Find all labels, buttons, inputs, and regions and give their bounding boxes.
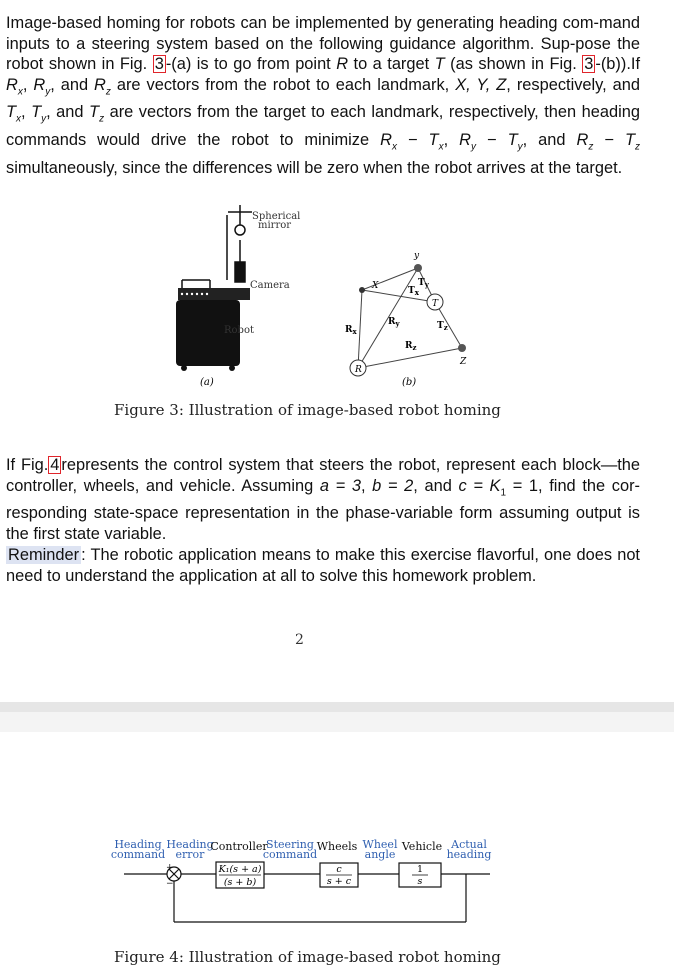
Tz-label: $T_z$ — [437, 321, 448, 332]
math-c: c = K — [458, 476, 501, 495]
controller-denominator: (s + b) — [223, 877, 257, 888]
minus-sign: − — [166, 879, 174, 889]
text: are vectors from the target to each landmark, respectively, then heading commands would drive the robot to minimize — [6, 103, 641, 150]
landmark-y — [414, 264, 422, 272]
math-Rx: $R_x$ — [6, 75, 23, 97]
Z-label: Z — [460, 357, 467, 367]
X-label: X — [372, 281, 379, 291]
R-node-label: R — [355, 365, 362, 375]
Rx-label: $R_x$ — [345, 325, 357, 336]
math-Ry: $R_y$ — [33, 75, 51, 97]
steering-command-label: Steering — [266, 838, 314, 851]
figure-3-caption: Figure 3: Illustration of image-based robot homing — [114, 401, 501, 419]
math-Tz: $T_z$ — [89, 103, 105, 125]
figure-3b-label: (b) — [402, 377, 417, 388]
robot-top — [178, 288, 250, 300]
text: , and — [50, 75, 95, 94]
T-node-label: T — [432, 299, 439, 309]
text: If Fig. — [6, 456, 49, 474]
math-Ty: $T_y$ — [31, 103, 47, 125]
text: represents the control system that steers the robot, represent each block—the controller, wheels, and vehicle. Assuming — [6, 456, 640, 495]
figure-4-caption: Figure 4: Illustration of image-based robot homing — [114, 948, 501, 966]
actual-heading-label: Actual — [451, 838, 487, 851]
text: are vectors from the robot to each landmark, — [110, 75, 456, 94]
reminder-paragraph — [6, 545, 640, 586]
block-diagram-lines — [124, 862, 490, 922]
spherical-mirror-label: Spherical — [252, 211, 301, 222]
controller-label: Controller — [210, 840, 268, 853]
wheels-denominator: s + c — [326, 876, 352, 887]
wheel-angle-label: Wheel — [362, 838, 398, 851]
plus-sign: + — [166, 863, 174, 873]
math-T: T — [434, 55, 445, 73]
wheels-label: Wheels — [316, 840, 358, 853]
math-xyz: X, Y, Z — [455, 75, 507, 94]
text: , find the cor-responding state-space representation in the phase-variable form assuming output is the first state variable. — [6, 476, 640, 543]
intro-paragraph: Image-based homing for robots can be implemented by generating heading com-mand inputs to a steering system based on the following guidance algorithm. Sup-pose the robot shown in Fig. 3 -(a) is to go from point R to a target T (as shown in Fig. 3 -(b)).If $R_x$, $R_y$, and $R_z$ are vectors from the robot to each landmark, X, Y, Z, respectively, and $T_x$, $T_y$, and $T_z$ are vectors from the target to each landmark, respectively, then heading commands would drive the robot to minimize $R_x - T_x$, $R_y - T_y$, and $R_z - T_z$ simultaneously, since the differences will be zero when the robot arrives at the target. — [6, 14, 641, 177]
mirror-label: mirror — [258, 220, 292, 231]
page-gap — [0, 712, 674, 732]
figure-4-link[interactable]: 4 — [50, 456, 60, 474]
wheels-numerator: c — [336, 864, 342, 875]
figure-3 — [170, 198, 490, 398]
vehicle-denominator: s — [417, 876, 423, 887]
text: (as shown in Fig. — [444, 55, 583, 73]
Tx-label: $T_x$ — [408, 286, 419, 297]
vehicle-numerator: 1 — [416, 864, 424, 875]
heading-command-label-2: command — [110, 848, 166, 861]
Ry-label: $R_y$ — [388, 317, 400, 328]
Rz-label: $R_z$ — [405, 341, 417, 352]
figure-3-link[interactable]: 3 — [584, 55, 594, 73]
text: to a target — [348, 55, 435, 73]
text: -(a) is to go from point — [165, 55, 337, 73]
landmark-x — [359, 287, 365, 293]
heading-error-label: Heading — [166, 838, 214, 851]
reminder-label: Reminder — [8, 546, 80, 564]
text: , respectively, and — [506, 75, 640, 94]
figure-3a-label: (a) — [200, 377, 214, 388]
landmark-z — [458, 344, 466, 352]
heading-command-label: Heading — [114, 838, 162, 851]
text: -(b)).If — [595, 55, 641, 73]
figure-4 — [110, 835, 500, 935]
steering-command-label-2: command — [262, 848, 318, 861]
math-R: R — [336, 55, 349, 73]
controller-numerator: K₁(s + a) — [218, 864, 262, 875]
Ty-label: $T_y$ — [418, 278, 429, 289]
math-Tx: $T_x$ — [6, 103, 22, 125]
page-number: 2 — [295, 632, 304, 648]
Y-label: y — [414, 251, 420, 261]
question-paragraph: If Fig. 4 represents the control system that steers the robot, represent each block—the controller, wheels, and vehicle. Assuming a = 3, b = 2, and $c = K_1 = 1$, find the cor-responding state-space representation in the phase-variable form assuming output is the first state variable. — [6, 456, 640, 543]
math-b: b = 2 — [372, 476, 414, 495]
robot-label: Robot — [224, 325, 254, 336]
heading-error-label-2: error — [175, 848, 205, 861]
math-one: = 1 — [512, 476, 539, 495]
robot-illustration — [182, 205, 252, 288]
text: Image-based homing for robots can be implemented by generating heading com-mand inputs to a steering system based on the following guidance algorithm. Sup-pose the robot shown in Fig. — [6, 14, 640, 73]
vehicle-label: Vehicle — [401, 840, 443, 853]
camera-label: Camera — [250, 280, 290, 291]
math-Rz: $R_z$ — [94, 75, 111, 97]
text: simultaneously, since the differences will be zero when the robot arrives at the target. — [6, 158, 623, 177]
page-separator — [0, 702, 674, 712]
actual-heading-label-2: heading — [446, 848, 492, 861]
figure-3-link[interactable]: 3 — [154, 55, 164, 73]
reminder-text: : The robotic application means to make this exercise flavorful, one does not need to understand the application at all to solve this homework problem. — [6, 546, 640, 585]
wheel-angle-label-2: angle — [364, 848, 396, 861]
math-a: a = 3 — [319, 476, 361, 495]
